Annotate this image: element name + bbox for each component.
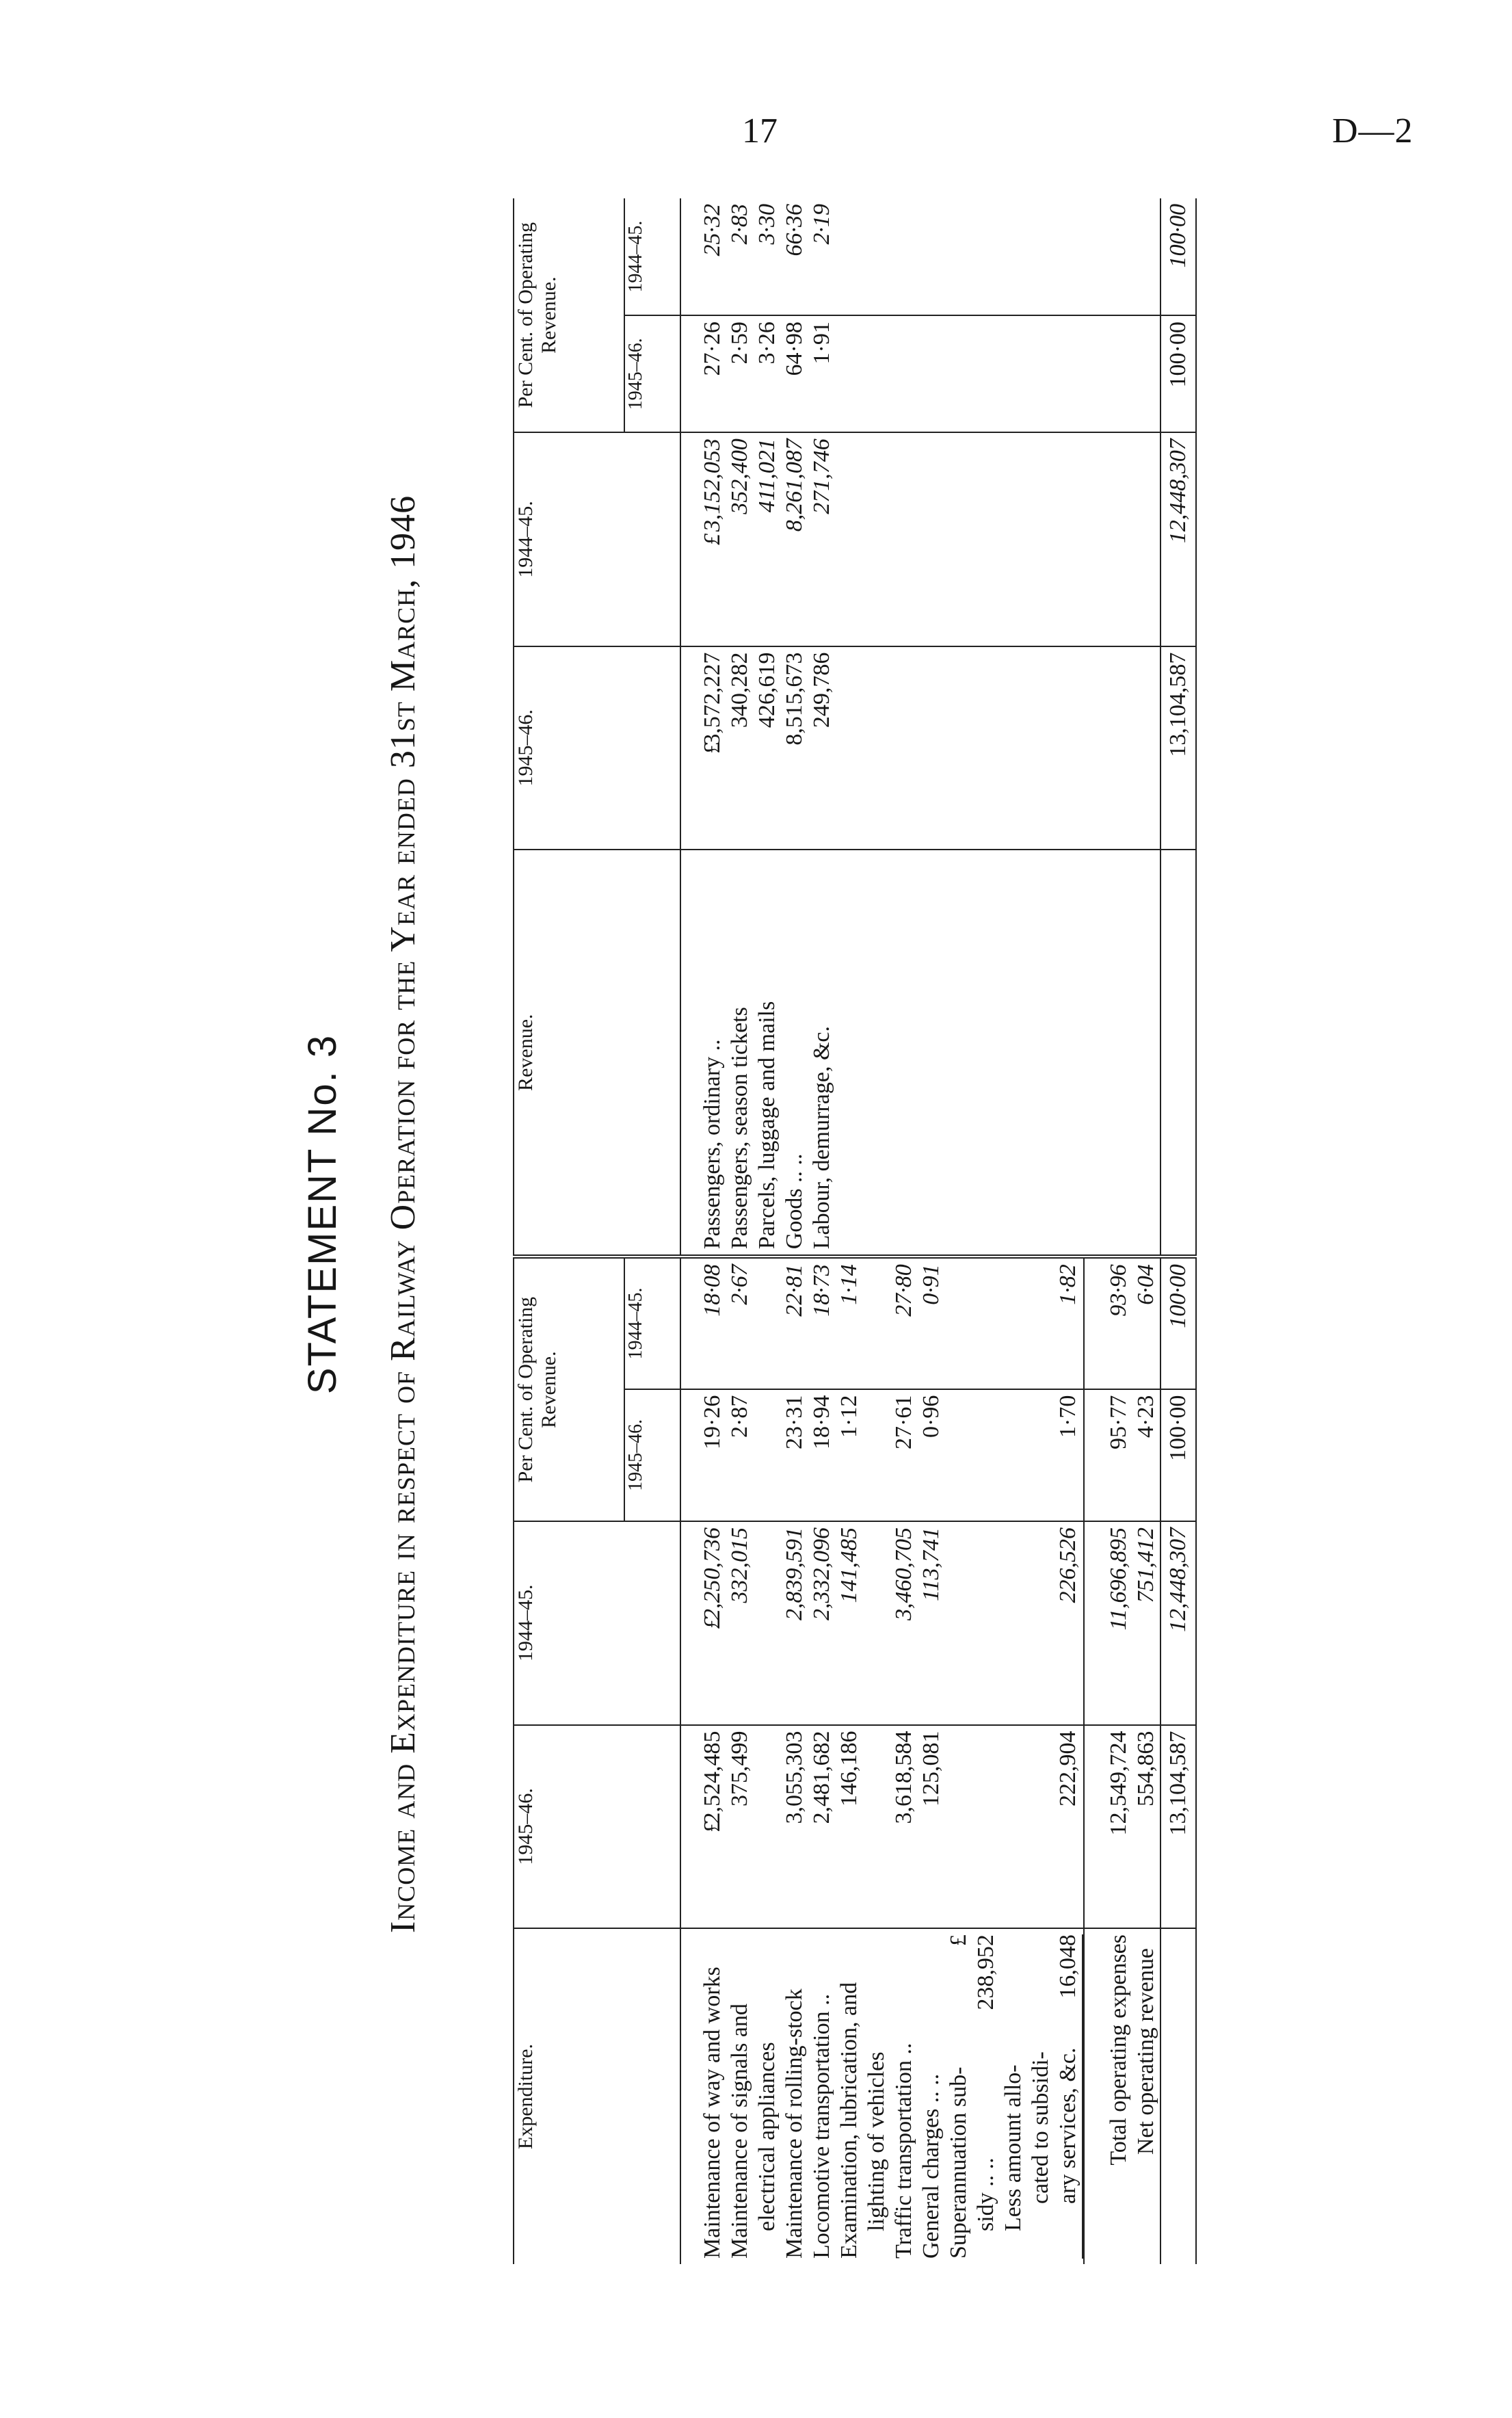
rev-pct1-values — [680, 315, 1160, 432]
page-code: D—2 — [1332, 111, 1414, 150]
rev-pct2-value: 25·32 — [700, 204, 725, 257]
exp-y2-values — [680, 1521, 1084, 1725]
rotated-statement — [294, 154, 1375, 2274]
exp-grand-y2: 12,448,307 — [1160, 1521, 1196, 1725]
header-row — [514, 198, 624, 2264]
superannuation-label-1: Superannuation sub- — [946, 2066, 971, 2259]
superannuation-amount: 238,952 — [973, 1934, 998, 2010]
rev-grand-pct1: 100·00 — [1160, 315, 1196, 432]
exp-y2-value: 2,332,096 — [809, 1527, 834, 1621]
less-label-last — [1055, 1934, 1082, 2259]
less-amount: 16,048 — [1055, 1934, 1080, 1999]
page-number: 17 — [742, 111, 778, 150]
exp-grand-y1: 13,104,587 — [1160, 1725, 1196, 1929]
rev-label: Labour, demurrage, &c. — [809, 1026, 834, 1250]
rev-y1-header: 1945–46. — [514, 646, 680, 850]
total-labels — [1084, 1928, 1160, 2264]
total-pct1-value: 95·77 — [1106, 1395, 1131, 1449]
exp-pct2-value: 2·67 — [727, 1264, 752, 1305]
total-y2 — [1084, 1521, 1160, 1725]
exp-y1-value: 125,081 — [918, 1731, 944, 1807]
body-row — [680, 198, 1084, 2264]
rev-label: Goods .. .. — [782, 1153, 807, 1250]
exp-pct1-value: 19·26 — [700, 1395, 725, 1449]
rev-pct2-value: 2·83 — [727, 204, 752, 245]
statement-heading: STATEMENT No. 3 — [300, 1034, 345, 1395]
exp-pct-header: Per Cent. of Operating Revenue. — [514, 1257, 624, 1521]
total-pct2 — [1084, 1257, 1160, 1389]
exp-y1-value: 2,481,682 — [809, 1731, 834, 1824]
exp-label: Maintenance of rolling-stock — [782, 1988, 807, 2259]
rev-pct1-value: 27·26 — [700, 321, 725, 376]
exp-y1-value: 3,055,303 — [782, 1731, 807, 1824]
rev-label: Passengers, ordinary .. — [700, 1039, 725, 1250]
rev-pct-header: Per Cent. of Operating Revenue. — [514, 198, 624, 432]
rev-grand-y2: 12,448,307 — [1160, 432, 1196, 646]
rev-pct2-value: 66·36 — [782, 204, 807, 257]
rev-pct1-value: 3·26 — [754, 321, 780, 365]
title-block — [294, 154, 472, 2274]
exp-pct2-value: 18·08 — [700, 1264, 725, 1317]
exp-pct2-value: 22·81 — [782, 1264, 807, 1317]
grand-total-row — [1160, 198, 1196, 2264]
currency-sign: £ — [700, 741, 725, 754]
rev-y2-value: 271,746 — [809, 438, 834, 514]
rev-y2-value: 352,400 — [727, 438, 752, 514]
exp-y1-values — [680, 1725, 1084, 1929]
rev-y1-value: 340,282 — [727, 652, 752, 728]
exp-pct2-value: 18·73 — [809, 1264, 834, 1317]
rev-pct2-value: 3·30 — [754, 204, 780, 245]
exp-pct1-value: 1·12 — [836, 1395, 862, 1438]
rev-label: Parcels, luggage and mails — [754, 1001, 780, 1250]
exp-pct-y2-header: 1944–45. — [624, 1257, 680, 1389]
net-pct2-value: 6·04 — [1133, 1264, 1158, 1305]
rev-y2-value: 3,152,053 — [700, 438, 725, 532]
rev-y2-header: 1944–45. — [514, 432, 680, 646]
exp-pct2-value: 1·82 — [1055, 1264, 1080, 1305]
exp-y2-header: 1944–45. — [514, 1521, 680, 1725]
total-y1 — [1084, 1725, 1160, 1929]
rev-y1-value: 3,572,227 — [700, 652, 725, 746]
less-label: Less amount allo- — [1000, 2064, 1026, 2231]
exp-label: Locomotive transportation .. — [809, 1993, 834, 2259]
rev-pct2-values — [680, 198, 1160, 315]
exp-y2-value: 2,250,736 — [700, 1527, 725, 1621]
exp-label: lighting of vehicles — [864, 2051, 889, 2231]
exp-pct2-value: 1·14 — [836, 1264, 862, 1305]
exp-pct1-value: 23·31 — [782, 1395, 807, 1449]
exp-grand-pct2: 100·00 — [1160, 1257, 1196, 1389]
currency-sign: £ — [700, 1617, 725, 1629]
less-underline — [1082, 1934, 1083, 2259]
exp-pct1-value: 1·70 — [1055, 1395, 1080, 1438]
currency-sign: £ — [700, 1820, 725, 1832]
rev-pct2-value: 2·19 — [809, 204, 834, 245]
less-label: cated to subsidi- — [1028, 2051, 1053, 2204]
exp-y1-value: 2,524,485 — [700, 1731, 725, 1824]
exp-y2-value: 226,526 — [1055, 1527, 1080, 1603]
exp-y2-value: 113,741 — [918, 1527, 944, 1601]
rev-y1-values — [680, 646, 1160, 850]
exp-pct2-value: 27·80 — [891, 1264, 916, 1317]
exp-y1-value: 375,499 — [727, 1731, 752, 1807]
exp-y2-value: 141,485 — [836, 1527, 862, 1603]
exp-grand-pct1: 100·00 — [1160, 1389, 1196, 1521]
exp-pct1-value: 27·61 — [891, 1395, 916, 1449]
rev-y2-value: 8,261,087 — [782, 438, 807, 532]
rev-label: Passengers, season tickets — [727, 1007, 752, 1250]
exp-y2-value: 2,839,591 — [782, 1527, 807, 1621]
rev-pct-y2-header: 1944–45. — [624, 198, 680, 315]
revenue-labels — [680, 850, 1160, 1257]
revenue-header: Revenue. — [514, 850, 680, 1257]
total-pct2-value: 93·96 — [1106, 1264, 1131, 1317]
expenditure-labels — [680, 1928, 1084, 2264]
statement-title: Income and Expenditure in respect of Railway Operation for the Year ended 31st March, 1946 — [384, 495, 423, 1934]
exp-pct2-value: 0·91 — [918, 1264, 944, 1305]
exp-y2-value: 332,015 — [727, 1527, 752, 1603]
exp-y1-value: 222,904 — [1055, 1731, 1080, 1807]
currency-sign: £ — [946, 1934, 971, 1947]
rev-grand-empty — [1160, 850, 1196, 1257]
exp-pct1-values — [680, 1389, 1084, 1521]
rev-pct1-value: 64·98 — [782, 321, 807, 376]
exp-label: Maintenance of way and works — [700, 1967, 725, 2259]
grand-empty — [1160, 1928, 1196, 2264]
superannuation-label-2: sidy .. .. — [973, 2157, 998, 2231]
rev-y2-value: 411,021 — [754, 438, 780, 513]
less-label-3: ary services, &c. — [1055, 2047, 1080, 2204]
rev-y1-value: 249,786 — [809, 652, 834, 728]
rev-y1-value: 8,515,673 — [782, 652, 807, 746]
total-pct1 — [1084, 1389, 1160, 1521]
total-label: Total operating expenses — [1106, 1934, 1131, 2166]
rev-pct-y1-header: 1945–46. — [624, 315, 680, 432]
expenditure-header: Expenditure. — [514, 1928, 680, 2264]
exp-pct1-value: 2·87 — [727, 1395, 752, 1438]
exp-label: Traffic transportation .. — [891, 2042, 916, 2259]
rev-y2-values — [680, 432, 1160, 646]
exp-y1-value: 3,618,584 — [891, 1731, 916, 1824]
total-y2-value: 11,696,895 — [1106, 1527, 1131, 1631]
exp-pct-y1-header: 1945–46. — [624, 1389, 680, 1521]
exp-label: electrical appliances — [754, 2042, 780, 2231]
exp-y1-value: 146,186 — [836, 1731, 862, 1807]
superannuation-label-2-line — [972, 1934, 1000, 2259]
superannuation-label — [945, 1934, 972, 2259]
rev-y1-value: 426,619 — [754, 652, 780, 728]
exp-pct2-values — [680, 1257, 1084, 1389]
exp-y2-value: 3,460,705 — [891, 1527, 916, 1621]
rev-pct1-value: 1·91 — [809, 321, 834, 365]
net-y1-value: 554,863 — [1133, 1731, 1158, 1807]
rev-pct1-value: 2·59 — [727, 321, 752, 365]
net-label: Net operating revenue — [1133, 1948, 1158, 2155]
currency-sign: £ — [700, 533, 725, 545]
exp-label: Examination, lubrication, and — [836, 1982, 862, 2259]
total-y1-value: 12,549,724 — [1106, 1731, 1131, 1836]
exp-pct1-value: 0·96 — [918, 1395, 944, 1438]
net-y2-value: 751,412 — [1133, 1527, 1158, 1603]
exp-label: Maintenance of signals and — [727, 2003, 752, 2259]
rev-grand-y1: 13,104,587 — [1160, 646, 1196, 850]
income-expenditure-table — [513, 198, 1197, 2264]
exp-y1-header: 1945–46. — [514, 1725, 680, 1929]
exp-label: General charges .. .. — [918, 2073, 944, 2259]
rev-grand-pct2: 100·00 — [1160, 198, 1196, 315]
exp-pct1-value: 18·94 — [809, 1395, 834, 1449]
net-pct1-value: 4·23 — [1133, 1395, 1158, 1438]
